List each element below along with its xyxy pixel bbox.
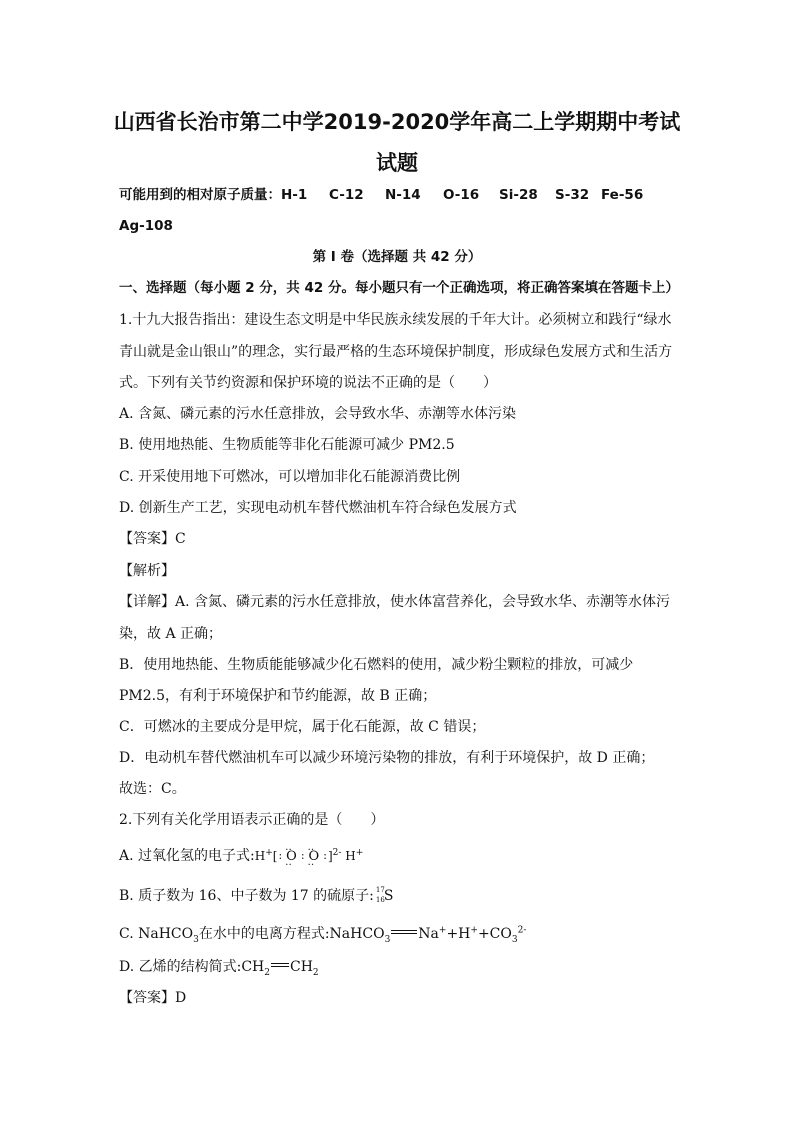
q1-detail-label: 【详解】 <box>119 594 175 610</box>
atomic-mass-si: Si-28 <box>499 187 538 203</box>
atomic-mass-fe: Fe-56 <box>601 187 644 203</box>
q1-detail-text-1: A. 含氮、磷元素的污水任意排放，使水体富营养化，会导致水华、赤潮等水体污 <box>175 594 671 610</box>
q1-analysis-label: 【解析】 <box>119 563 175 579</box>
section-title: 第 I 卷（选择题 共 42 分） <box>312 249 482 265</box>
q2-stem: 2.下列有关化学用语表示正确的是（ ） <box>119 812 385 828</box>
q2-option-d: D. 乙烯的结构简式$:CH_2$ $CH_2$ <box>119 959 319 978</box>
q1-answer <box>119 529 186 549</box>
h2o2-electron-formula: H+[:‥ O ‥ :‥ O ‥ :]$^{2-}$ H+ <box>255 849 364 863</box>
oxygen-atom-1: ‥ O ‥ <box>283 847 300 867</box>
q2-option-c: C. NaHCO$_3$在水中的电离方程式:NaHCO$_3$ $Na^++H^++CO_3^{2-}$ <box>119 925 527 945</box>
q1-stem-line-1: 1.十九大报告指出：建设生态文明是中华民族永续发展的千年大计。必须树立和践行“绿水 <box>119 312 672 328</box>
oxygen-atom-2: ‥ O ‥ <box>306 847 323 867</box>
atomic-mass-label: 可能用到的相对原子质量： <box>119 187 281 203</box>
q1-detail-line-4: PM2.5，有利于环境保护和节约能源，故 B 正确； <box>119 688 437 704</box>
atomic-mass-h: H-1 <box>281 187 308 203</box>
q1-detail-line-5: C．可燃冰的主要成分是甲烷，属于化石能源，故 C 错误； <box>119 719 486 735</box>
q1-detail-line-6: D．电动机车替代燃油机车可以减少环境污染物的排放，有利于环境保护，故 D 正确； <box>119 750 655 766</box>
q2-answer <box>119 988 186 1008</box>
q2-option-b: B. 质子数为 16、中子数为 17 的硫原子: 17 16 S <box>119 886 394 904</box>
page-title-line1: 山西省长治市第二中学2019-2020学年高二上学期期中考试 <box>113 110 681 134</box>
equals-sign <box>391 930 417 934</box>
q1-answer-value: C <box>175 531 186 547</box>
q1-answer-label: 【答案】 <box>119 531 175 547</box>
atomic-mass-s: S-32 <box>555 187 590 203</box>
q2-answer-label: 【答案】 <box>119 990 175 1006</box>
q1-detail-line-1 <box>119 592 670 612</box>
part-heading: 一、选择题（每小题 2 分，共 42 分。每小题只有一个正确选项，将正确答案填在答题卡上） <box>119 280 679 296</box>
isotope-notation: 17 16 <box>375 886 385 904</box>
atomic-mass-n: N-14 <box>385 187 421 203</box>
q1-option-c: C. 开采使用地下可燃冰，可以增加非化石能源消费比例 <box>119 469 461 485</box>
atomic-mass-c: C-12 <box>329 187 364 203</box>
q1-option-b: B. 使用地热能、生物质能等非化石能源可减少 PM2.5 <box>119 437 455 453</box>
q2-option-a <box>119 846 363 867</box>
q1-option-a: A. 含氮、磷元素的污水任意排放，会导致水华、赤潮等水体污染 <box>119 406 517 422</box>
q2-option-a-text: A. 过氧化氢的电子式: <box>119 848 255 864</box>
q1-stem-line-3: 式。下列有关节约资源和保护环境的说法不正确的是（ ） <box>119 375 497 391</box>
page-title-line2: 试题 <box>376 151 418 175</box>
q1-detail-line-7: 故选：C。 <box>119 781 186 797</box>
double-bond <box>271 963 289 967</box>
q2-answer-value: D <box>175 990 187 1006</box>
atomic-mass-ag: Ag-108 <box>119 218 173 234</box>
atomic-mass-o: O-16 <box>443 187 480 203</box>
atomic-mass-line <box>119 185 643 205</box>
q1-stem-line-2: 青山就是金山银山”的理念，实行最严格的生态环境保护制度，形成绿色发展方式和生活方 <box>119 344 673 360</box>
q2-option-b-text: B. 质子数为 16、中子数为 17 的硫原子: <box>119 888 374 904</box>
q1-option-d: D. 创新生产工艺，实现电动机车替代燃油机车符合绿色发展方式 <box>119 500 517 516</box>
q1-detail-line-2: 染，故 A 正确； <box>119 626 223 642</box>
q1-detail-line-3: B．使用地热能、生物质能能够减少化石燃料的使用，减少粉尘颗粒的排放，可减少 <box>119 657 634 673</box>
